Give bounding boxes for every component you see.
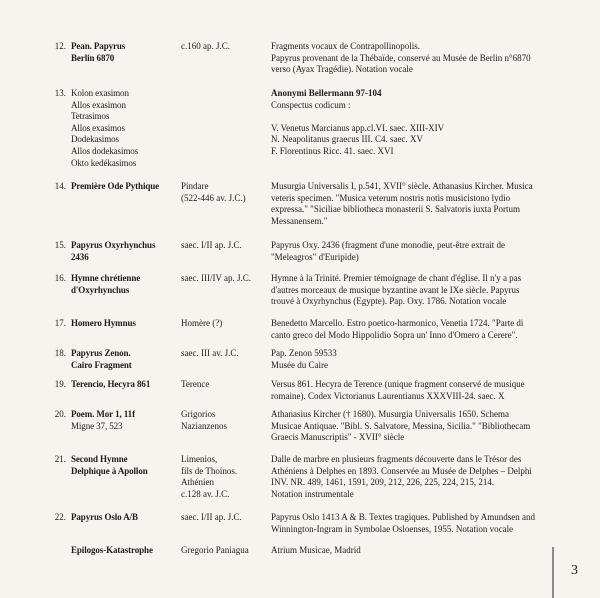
track-title: Second Hymne Delphique à Apollon	[71, 454, 148, 476]
track-title: Terencio, Hecyra 861	[71, 379, 151, 389]
track-date: c.160 ap. J.C.	[181, 41, 230, 51]
track-description: Atrium Musicae, Madrid	[271, 545, 361, 555]
track-date: saec. III av. J.C.	[181, 348, 239, 358]
track-number: 13.	[54, 88, 66, 98]
track-number: 14.	[54, 181, 66, 191]
track-description: Hymne à la Trinité. Premier témoignage de chant d'église. Il n'y a pas d'autres morceaux de musique byzantine avant le IXe siècle. Papyrus trouvé à Oxyrhynchus (Egypte). Pap. Oxy. 1786. Notation vocale	[271, 273, 522, 307]
track-date: Terence	[181, 379, 210, 389]
track-title: Papyrus Zenon. Cairo Fragment	[71, 348, 132, 370]
track-description: Papyrus Oslo 1413 A & B. Textes tragiques. Published by Amundsen and Winnington-Ingram in Symbolae Osloenses, 1955. Notation vocale	[271, 512, 535, 534]
track-number: 18.	[54, 348, 66, 358]
track-title: Poem. Mor 1, 11f Migne 37, 523	[71, 409, 135, 431]
track-title: Kolon exasimon Allos exasimon Tetrasimos Allos exasimos Dodekasimos Allos dodekasimos Okto kedékasimos	[71, 88, 139, 168]
track-title: Homero Hymnus	[71, 318, 136, 328]
track-date: saec. III/IV ap. J.C.	[181, 273, 252, 283]
track-date: Gregorio Paniagua	[181, 545, 249, 555]
track-number: 21.	[54, 454, 66, 464]
track-date: Pindare (522-446 av. J.C.)	[181, 181, 246, 203]
track-description: Papyrus Oxy. 2436 (fragment d'une monodie, peut-être extrait de "Meleagros" d'Euripide)	[271, 240, 505, 262]
track-description: Benedetto Marcello. Estro poetico-harmonico, Venetia 1724. "Parte di canto greco del Modo Hippolidio Sopra un' Inno d'Omero a Cerere".	[271, 318, 524, 340]
track-description: Athanasius Kircher († 1680). Musurgia Universalis 1650. Schema Musicae Antiquae. "Bibl. S. Salvatore, Messina, Sicilia." "Bibliothecam Graecis Manuscriptis" - XVII° siècle	[271, 409, 531, 443]
track-number: 17.	[54, 318, 66, 328]
track-description: Dalle de marbre en plusieurs fragments découverte dans le Trésor des Athéniens à Delphes en 1893. Conservée au Musée de Delphes – Delphi INV. NR. 489, 1461, 1591, 209, 212, 226, 225, 224, 215, 214. Notation instrumentale	[271, 454, 532, 499]
track-description: Musurgia Universalis I, p.541, XVII° siècle. Athanasius Kircher. Musica veteris specimen. "Musica veterum nostris notis musicistono lydio expressa." "Siciliae bibliotheca monasterii S. Salvatoris iuxta Portum Messanensem."	[271, 181, 533, 226]
track-description: Fragments vocaux de Contrapollinopolis. Papyrus provenant de la Thébaïde, conservé au Musée de Berlin n°6870 verso (Ayax Tragédie). Notation vocale	[271, 41, 531, 75]
track-description: Versus 861. Hecyra de Terence (unique fragment conservé de musique romaine). Codex Victorianus Laurentianus XXXVIII-24. saec. X	[271, 379, 525, 401]
track-number: 12.	[54, 41, 66, 51]
track-number: 19.	[54, 379, 66, 389]
track-title: Epilogos-Katastrophe	[71, 545, 153, 555]
page-number: 3	[571, 563, 578, 578]
track-title: Papyrus Oslo A/B	[71, 512, 138, 522]
track-number: 20.	[54, 409, 66, 419]
page-edge-divider	[552, 547, 554, 598]
track-date: Homère (?)	[181, 318, 223, 328]
track-date: saec. I/II ap. J.C.	[181, 512, 242, 522]
track-date: Limenios, fils de Thoinos. Athénien c.128 av. J.C.	[181, 454, 238, 499]
track-description: Anonymi Bellermann 97-104 Conspectus codicum : V. Venetus Marcianus app.cl.VI. saec. XIII-XIV N. Neapolitanus graecus III. C4. saec. XV F. Florentinus Ricc. 41. saec. XVI	[271, 88, 445, 156]
track-number: 15.	[54, 240, 66, 250]
track-title: Première Ode Pythique	[71, 181, 160, 191]
track-number: 16.	[54, 273, 66, 283]
track-title: Papyrus Oxyrhynchus 2436	[71, 240, 156, 262]
track-date: saec. I/II ap. J.C.	[181, 240, 242, 250]
track-title: Hymne chrétienne d'Oxyrhynchus	[71, 273, 141, 295]
track-title: Pean. Papyrus Berlin 6870	[71, 41, 126, 63]
track-description: Pap. Zenon 59533 Musée du Caire	[271, 348, 337, 370]
track-date: Grigorios Nazianzenos	[181, 409, 227, 431]
track-number: 22.	[54, 512, 66, 522]
